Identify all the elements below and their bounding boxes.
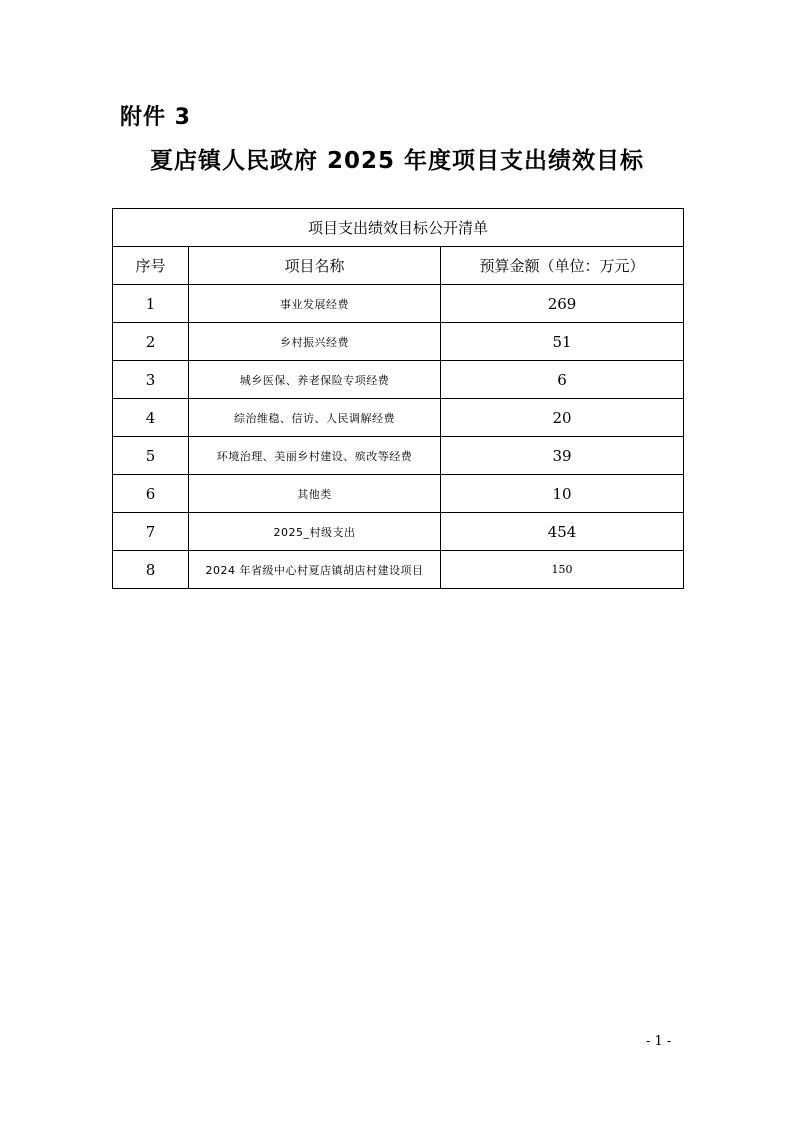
table-row [113, 513, 684, 551]
document-title: 夏店镇人民政府 2025 年度项目支出绩效目标 [150, 148, 645, 174]
column-header-name: 项目名称 [189, 247, 441, 285]
table-caption-row [113, 209, 684, 247]
row-project-name: 其他类 [189, 475, 441, 513]
table-row [113, 437, 684, 475]
row-seq: 7 [113, 513, 189, 551]
row-project-name: 事业发展经费 [189, 285, 441, 323]
row-project-name: 2025_村级支出 [189, 513, 441, 551]
row-project-name: 环境治理、美丽乡村建设、殡改等经费 [189, 437, 441, 475]
row-seq: 2 [113, 323, 189, 361]
table-row [113, 399, 684, 437]
table-header-row [113, 247, 684, 285]
page-number: - 1 - [646, 1034, 672, 1049]
row-seq: 1 [113, 285, 189, 323]
column-header-amount: 预算金额（单位：万元） [441, 247, 684, 285]
table-row [113, 475, 684, 513]
table-row [113, 285, 684, 323]
column-header-seq: 序号 [113, 247, 189, 285]
row-seq: 8 [113, 551, 189, 589]
row-seq: 3 [113, 361, 189, 399]
row-amount: 20 [441, 399, 684, 437]
row-amount: 6 [441, 361, 684, 399]
row-amount: 39 [441, 437, 684, 475]
row-project-name: 综治维稳、信访、人民调解经费 [189, 399, 441, 437]
row-amount: 51 [441, 323, 684, 361]
performance-target-table [112, 208, 684, 589]
row-amount: 269 [441, 285, 684, 323]
table-row [113, 361, 684, 399]
attachment-label: 附件 3 [120, 105, 191, 130]
row-project-name: 2024 年省级中心村夏店镇胡店村建设项目 [189, 551, 441, 589]
row-project-name: 乡村振兴经费 [189, 323, 441, 361]
row-amount: 10 [441, 475, 684, 513]
table-caption: 项目支出绩效目标公开清单 [113, 209, 684, 247]
row-seq: 4 [113, 399, 189, 437]
row-amount: 454 [441, 513, 684, 551]
table-row [113, 323, 684, 361]
row-project-name: 城乡医保、养老保险专项经费 [189, 361, 441, 399]
table-row [113, 551, 684, 589]
row-amount: 150 [441, 551, 684, 589]
row-seq: 5 [113, 437, 189, 475]
row-seq: 6 [113, 475, 189, 513]
